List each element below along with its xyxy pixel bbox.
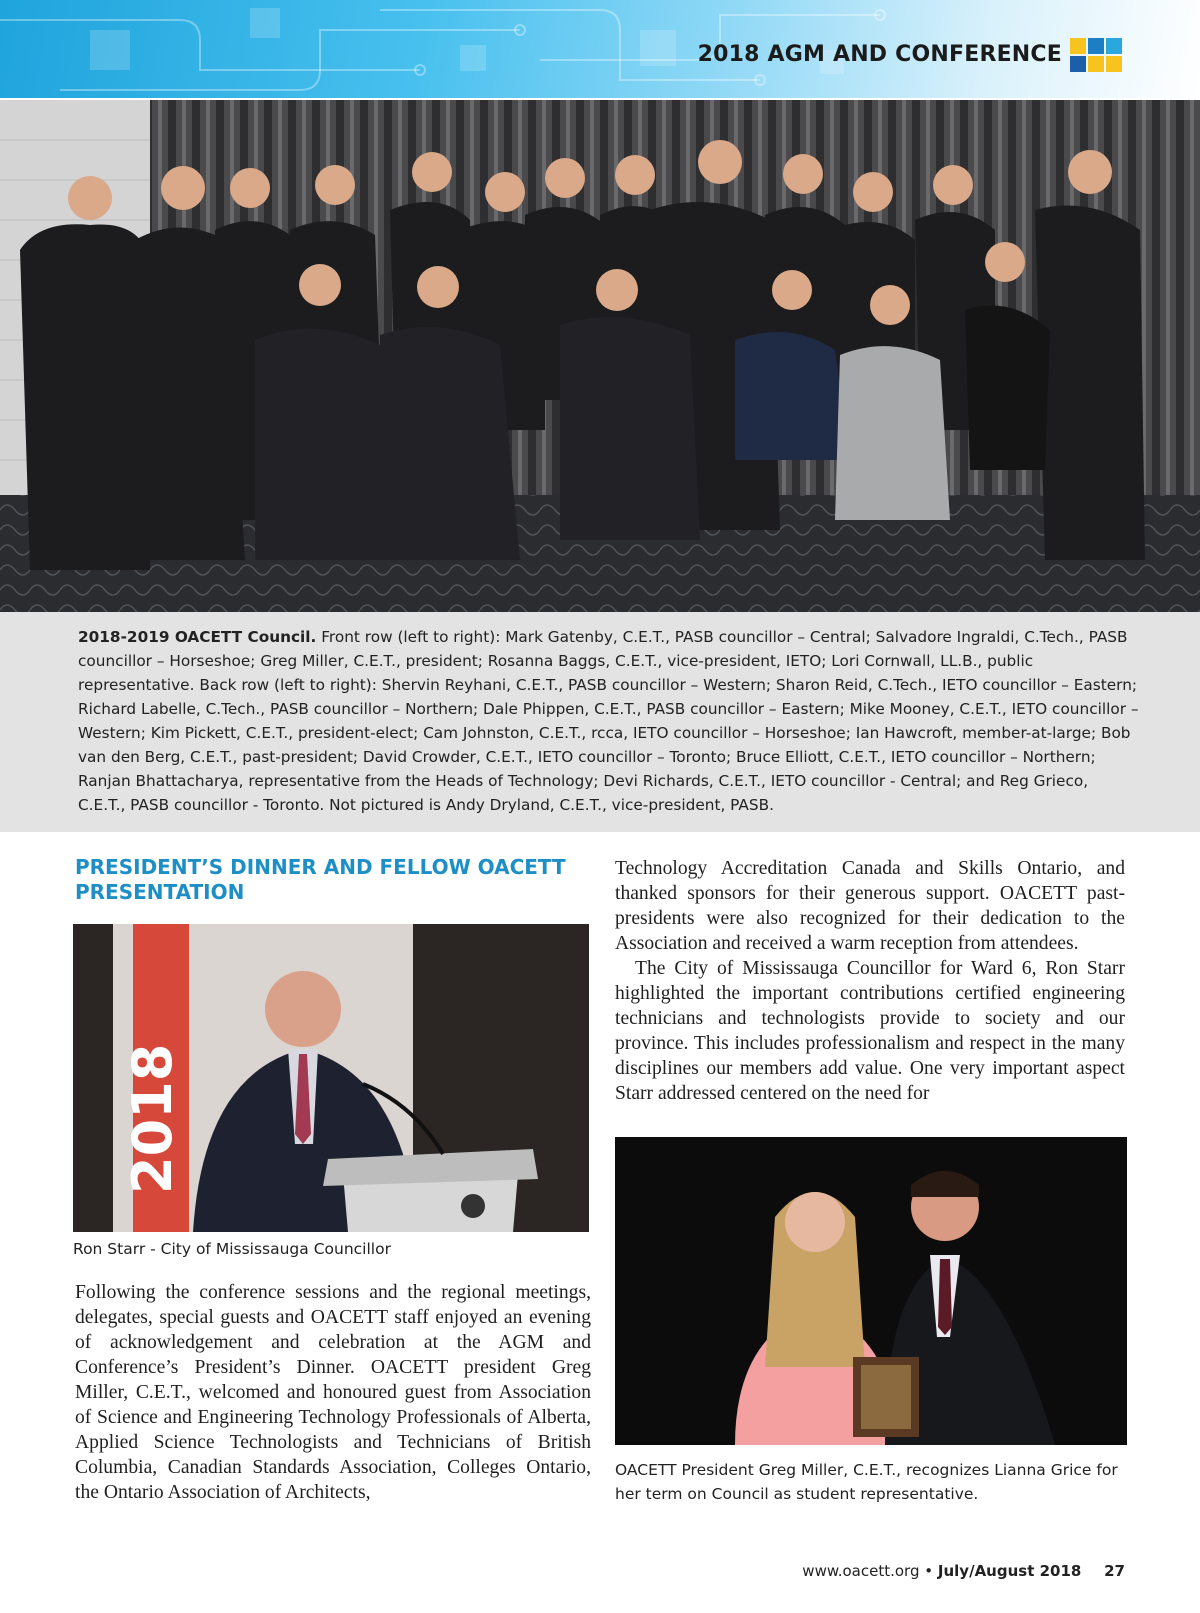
article-paragraph-left: Following the conference sessions and the regional meetings, delegates, special guests and OACETT staff enjoyed an evening of acknowledgement and celebration at the AGM and Conference’s President’s Dinner. OACETT president Greg Miller, C.E.T., welcomed and honoured guest from Association of Science and Engineering Technology Professionals of Alberta, Applied Science Technologists and Technicians of British Columbia, Canadian Standards Association, Colleges Ontario, the Ontario Association of Architects, <box>75 1282 591 1503</box>
award-photo <box>615 1137 1127 1445</box>
page-number: 27 <box>1104 1562 1125 1580</box>
article-left-column <box>75 1280 591 1505</box>
conference-logo-icon <box>1070 38 1123 74</box>
caption-body: Front row (left to right): Mark Gatenby, C.E.T., PASB councillor – Central; Salvadore Ingraldi, C.Tech., PASB councillor – Horseshoe; Greg Miller, C.E.T., president; Rosanna Baggs, C.E.T., vice-president, IETO; Lori Cornwall, LL.B., public representative. Back row (left to right): Shervin Reyhani, C.E.T., PASB councillor – Western; Sharon Reid, C.Tech., IETO councillor – Eastern; Richard Labelle, C.Tech., PASB councillor – Northern; Dale Phippen, C.E.T., PASB councillor – Eastern; Mike Mooney, C.E.T., IETO councillor – Western; Kim Pickett, C.E.T., president-elect; Cam Johnston, C.E.T., rcca, IETO councillor – Horseshoe; Ian Hawcroft, member-at-large; Bob van den Berg, C.E.T., past-president; David Crowder, C.E.T., IETO councillor – Toronto; Bruce Elliott, C.E.T., IETO councillor – Northern; Ranjan Bhattacharya, representative from the Heads of Technology; Devi Richards, C.E.T., IETO councillor - Central; and Reg Grieco, C.E.T., PASB councillor - Toronto. Not pictured is Andy Dryland, C.E.T., vice-president, PASB. <box>78 628 1139 814</box>
article-paragraph-right-1: Technology Accreditation Canada and Skills Ontario, and thanked sponsors for their generous support. OACETT past-presidents were also recognized for their dedication to the Association and received a warm reception from attendees. <box>615 858 1125 954</box>
council-photo-caption <box>0 612 1200 832</box>
caption-title: 2018-2019 OACETT Council. <box>78 628 317 646</box>
page-footer <box>802 1562 1125 1580</box>
award-photo-caption: OACETT President Greg Miller, C.E.T., recognizes Lianna Grice for her term on Council as student representative. <box>615 1461 1118 1503</box>
section-heading-line-2: PRESENTATION <box>75 880 245 904</box>
footer-website: www.oacett.org <box>802 1562 920 1580</box>
speaker-photo <box>73 924 589 1232</box>
slide-year-text: 2018 <box>121 1043 184 1194</box>
header-banner <box>0 0 1200 98</box>
article-paragraph-right-2: The City of Mississauga Councillor for Ward 6, Ron Starr highlighted the important contributions certified engineering technicians and technologists provide to society and our province. This includes professionalism and respect in the many disciplines our members add value. One very important aspect Starr addressed centered on the need for <box>615 958 1125 1104</box>
council-group-photo <box>0 100 1200 612</box>
article-right-column <box>615 856 1125 1106</box>
footer-issue: July/August 2018 <box>937 1562 1082 1580</box>
section-banner-title: 2018 AGM AND CONFERENCE <box>697 42 1062 67</box>
section-heading-line-1: PRESIDENT’S DINNER AND FELLOW OACETT <box>75 855 566 879</box>
footer-separator: • <box>924 1562 934 1580</box>
section-heading <box>75 855 595 905</box>
speaker-photo-caption: Ron Starr - City of Mississauga Councillor <box>73 1240 391 1258</box>
